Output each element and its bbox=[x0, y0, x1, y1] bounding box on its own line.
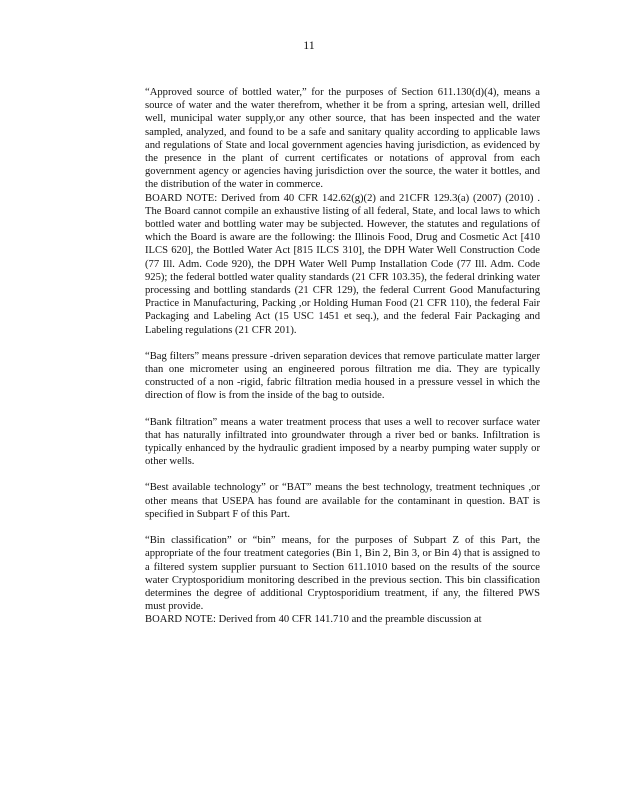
board-note-bin-classification: BOARD NOTE: Derived from 40 CFR 141.710 and the preamble discussion at bbox=[145, 614, 482, 626]
definition-bank-filtration: “Bank filtration” means a water treatment process that uses a well to recover surface water that has naturally infiltrated into groundwater through a river bed or banks. Infiltration is typically enhanced by the hydraulic gradient imposed by a nearby pumping water supply or other wells. bbox=[145, 416, 540, 468]
paragraph-gap bbox=[145, 403, 540, 416]
definition-bat: “Best available technology” or “BAT” means the best technology, treatment techniques ,or other means that USEPA has found are available for the contaminant in question. BAT is specified in Subpart F of this Part. bbox=[145, 482, 540, 520]
definition-bag-filters: “Bag filters” means pressure -driven separation devices that remove particulate matter larger than one micrometer using an engineered porous filtration me dia. They are typically constructed of a non -rigid, fabric filtration media housed in a pressure vessel in which the direction of flow is from the inside of the bag to outside. bbox=[145, 350, 540, 402]
definition-approved-source: “Approved source of bottled water,” for the purposes of Section 611.130(d)(4), means a source of water and the water therefrom, whether it be from a spring, artesian well, drilled well, municipal water supply,or any other source, that has been inspected and the water sampled, analyzed, and found to be a safe and sanitary quality according to applicable laws and regulations of State and local government agencies having jurisdiction, as evidenced by the presence in the plant of current certificates or notations of approval from each government agency or agencies having jurisdiction over the source, the water it bottles, and the distribution of the water in commerce. bbox=[145, 87, 540, 191]
paragraph-gap bbox=[145, 521, 540, 534]
definition-bin-classification: “Bin classification” or “bin” means, for the purposes of Subpart Z of this Part, the appropriate of the four treatment categories (Bin 1, Bin 2, Bin 3, or Bin 4) that is assigned to a filtered system supplier pursuant to Section 611.1010 based on the results of the source water Cryptosporidium monitoring described in the previous section. This bin classification determines the degree of additional Cryptosporidium treatment, if any, the filtered PWS must provide. bbox=[145, 535, 540, 613]
board-note-approved-source: BOARD NOTE: Derived from 40 CFR 142.62(g)(2) and 21CFR 129.3(a) (2007) (2010) . The Board cannot compile an exhaustive listing of all federal, State, and local laws to which bottled water and bottling water may be subjected. However, the statutes and regulations of which the Board is aware are the following: the Illinois Food, Drug and Cosmetic Act [410 ILCS 620], the Bottled Water Act [815 ILCS 310], the DPH Water Well Construction Code (77 Ill. Adm. Code 920), the DPH Water Well Pump Installation Code (77 Ill. Adm. Code 925); the federal bottled water quality standards (21 CFR 103.35), the federal drinking water processing and bottling standards (21 CFR 129), the federal Current Good Manufacturing Practice in Manufacturing, Packing ,or Holding Human Food (21 CFR 110), the federal Fair Packaging and Labeling Act (15 USC 1451 et seq.), and the federal Fair Packaging and Labeling regulations (21 CFR 201). bbox=[145, 192, 540, 336]
paragraph-gap bbox=[145, 337, 540, 350]
page-number: 11 bbox=[303, 38, 315, 52]
document-body bbox=[145, 86, 540, 627]
paragraph-gap bbox=[145, 468, 540, 481]
